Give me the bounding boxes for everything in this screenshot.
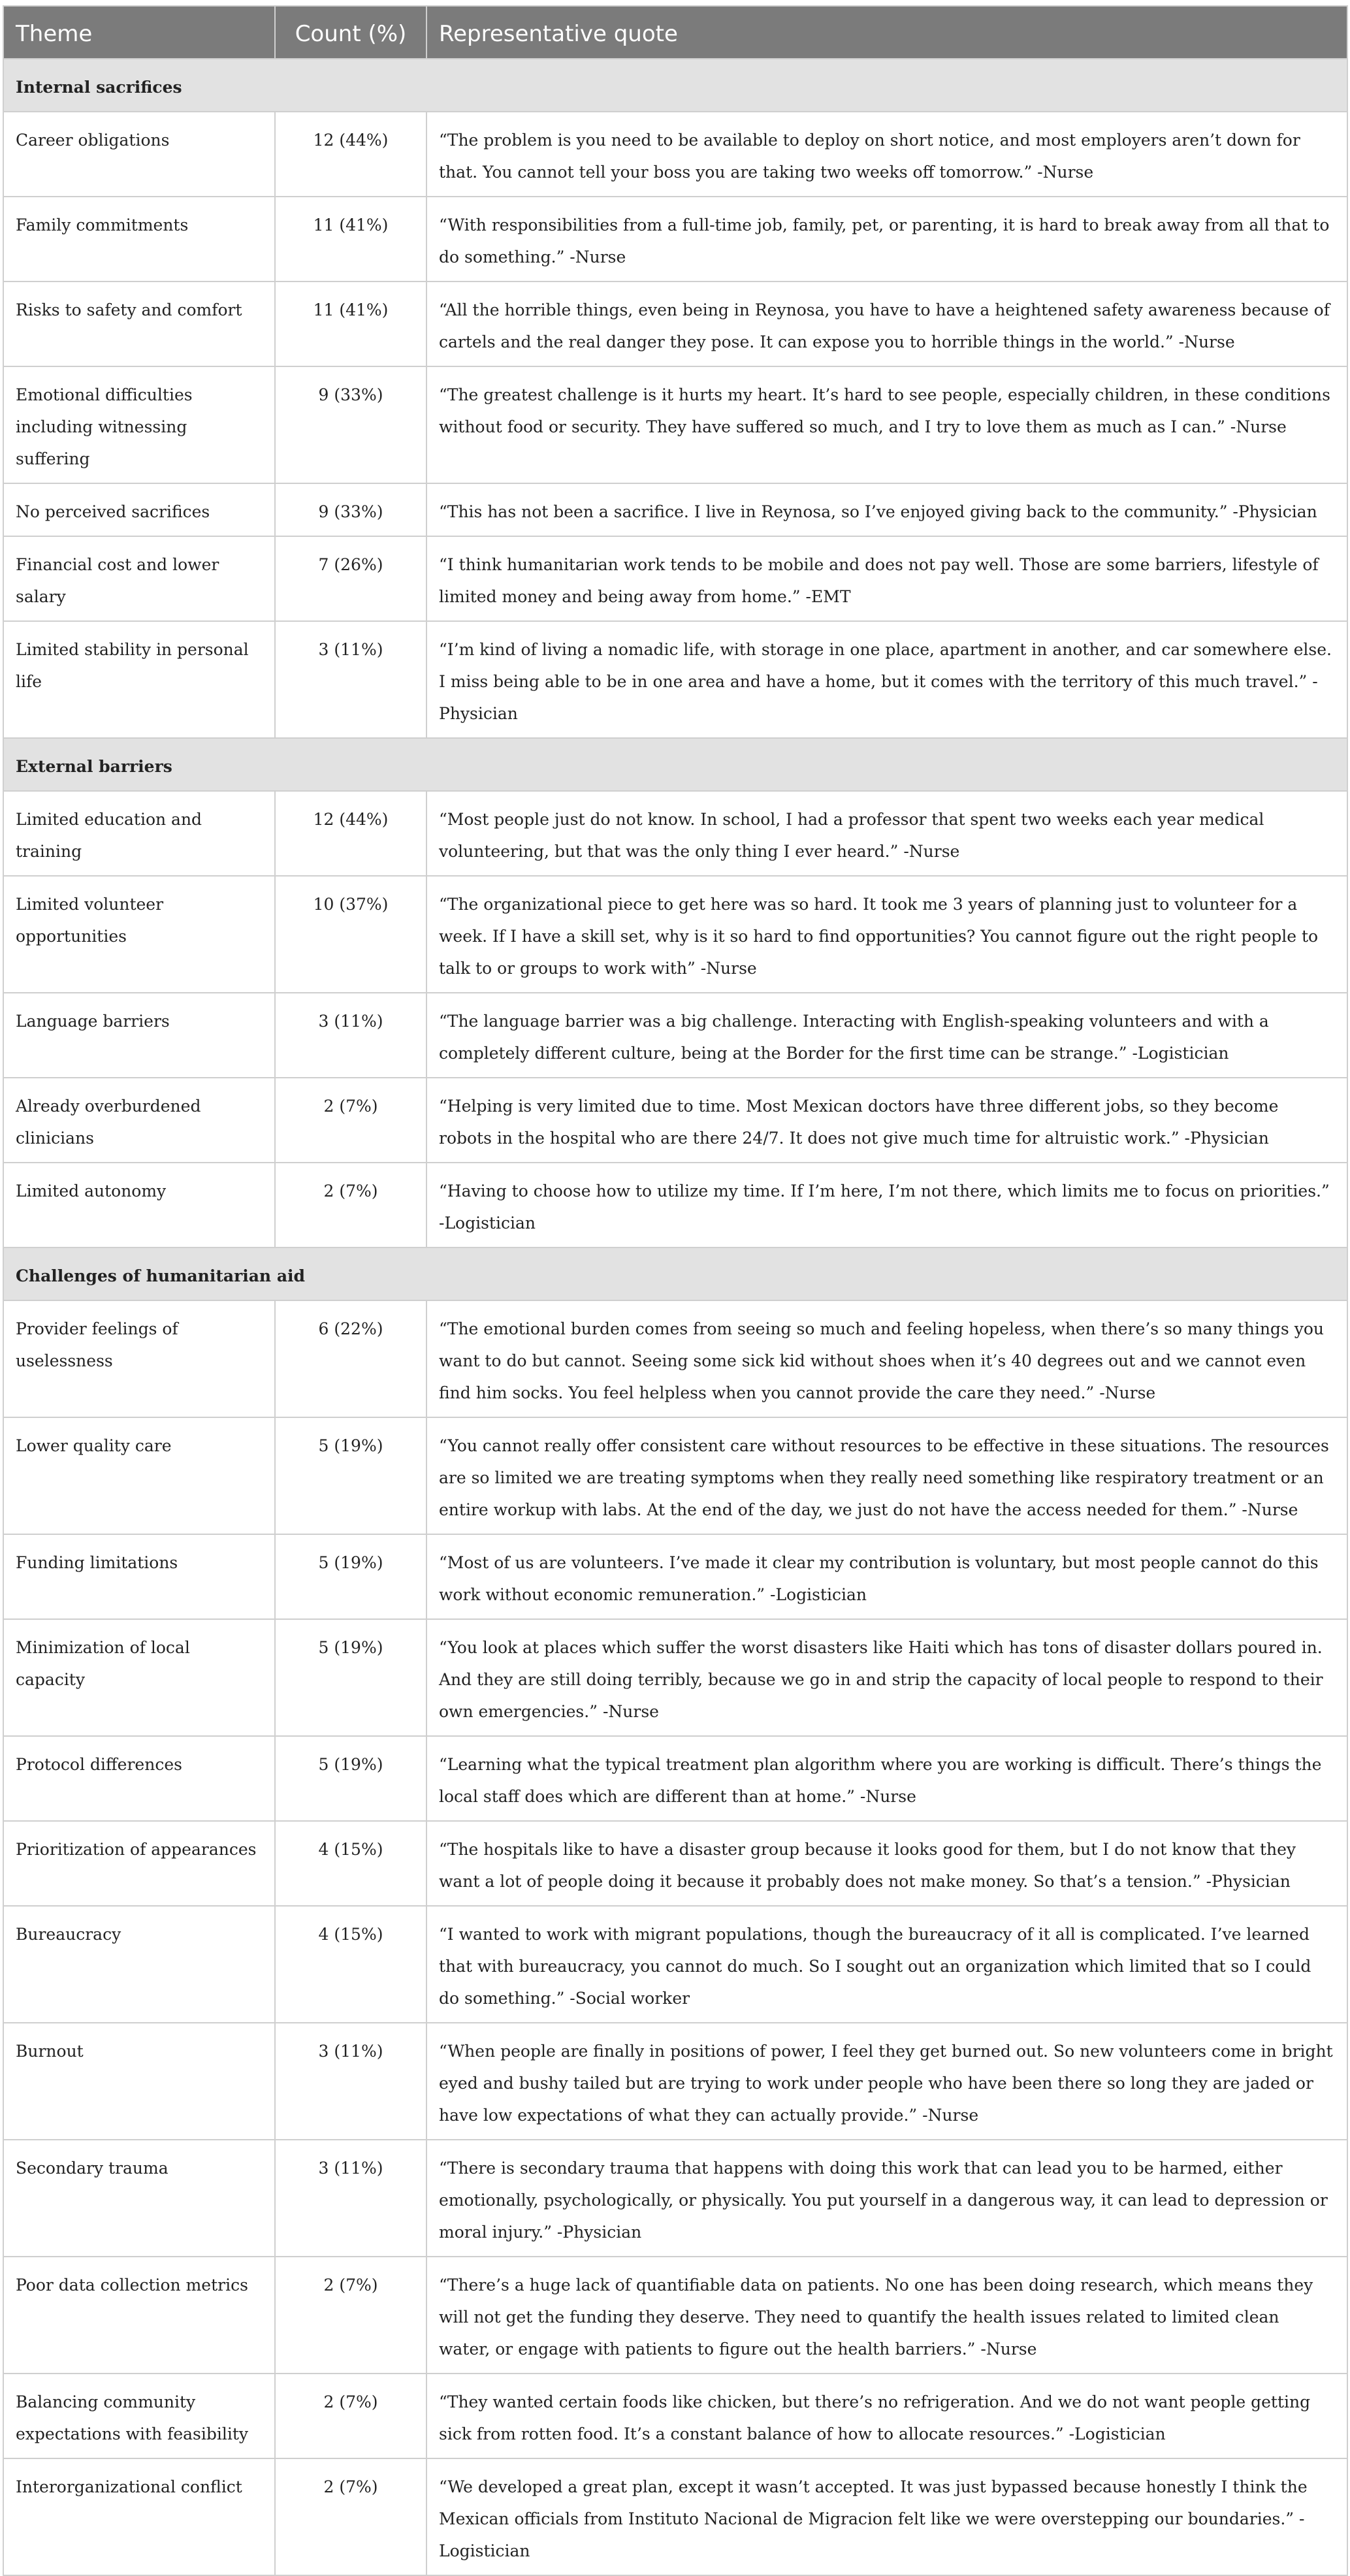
quote-cell: “You look at places which suffer the worst disasters like Haiti which has tons of disaster dollars poured in. And they are still doing terribly, because we go in and strip the capacity of local people to respond to their own emergencies.” -Nurse <box>426 1619 1347 1736</box>
table-header <box>3 6 1347 59</box>
quote-cell: “This has not been a sacrifice. I live in Reynosa, so I’ve enjoyed giving back to the community.” -Physician <box>426 483 1347 536</box>
count-cell: 10 (37%) <box>275 876 426 993</box>
header-row <box>3 6 1347 59</box>
quote-cell: “The organizational piece to get here was so hard. It took me 3 years of planning just to volunteer for a week. If I have a skill set, why is it so hard to find opportunities? You cannot figure out the right people to talk to or groups to work with” -Nurse <box>426 876 1347 993</box>
theme-cell: No perceived sacrifices <box>3 483 275 536</box>
count-cell: 2 (7%) <box>275 2458 426 2575</box>
section-row <box>3 59 1347 112</box>
theme-cell: Financial cost and lower salary <box>3 536 275 621</box>
quote-cell: “I’m kind of living a nomadic life, with storage in one place, apartment in another, and car somewhere else. I miss being able to be in one area and have a home, but it comes with the territory of this much travel.” -Physician <box>426 621 1347 738</box>
table-row <box>3 1078 1347 1163</box>
table-row <box>3 2257 1347 2374</box>
section-row <box>3 1248 1347 1300</box>
count-cell: 11 (41%) <box>275 282 426 366</box>
theme-cell: Language barriers <box>3 993 275 1078</box>
quote-cell: “All the horrible things, even being in Reynosa, you have to have a heightened safety awareness because of cartels and the real danger they pose. It can expose you to horrible things in the world.” -Nurse <box>426 282 1347 366</box>
theme-cell: Limited autonomy <box>3 1163 275 1248</box>
theme-cell: Secondary trauma <box>3 2140 275 2257</box>
quote-cell: “Most of us are volunteers. I’ve made it clear my contribution is voluntary, but most people cannot do this work without economic remuneration.” -Logistician <box>426 1534 1347 1619</box>
table-row <box>3 2140 1347 2257</box>
quote-cell: “The hospitals like to have a disaster group because it looks good for them, but I do not know that they want a lot of people doing it because it probably does not make money. So that’s a tension.” -Physician <box>426 1821 1347 1906</box>
count-cell: 3 (11%) <box>275 2023 426 2140</box>
table-row <box>3 1163 1347 1248</box>
table-row <box>3 1534 1347 1619</box>
count-cell: 2 (7%) <box>275 1078 426 1163</box>
table-row <box>3 197 1347 282</box>
count-cell: 5 (19%) <box>275 1534 426 1619</box>
header-count: Count (%) <box>275 6 426 59</box>
theme-cell: Emotional difficulties including witnessing suffering <box>3 366 275 483</box>
table-row <box>3 2458 1347 2575</box>
theme-cell: Already overburdened clinicians <box>3 1078 275 1163</box>
count-cell: 12 (44%) <box>275 112 426 197</box>
table-row <box>3 1619 1347 1736</box>
theme-cell: Family commitments <box>3 197 275 282</box>
table-row <box>3 112 1347 197</box>
table-row <box>3 2023 1347 2140</box>
quote-cell: “The greatest challenge is it hurts my heart. It’s hard to see people, especially children, in these conditions without food or security. They have suffered so much, and I try to love them as much as I can.” -Nurse <box>426 366 1347 483</box>
table-row <box>3 2374 1347 2458</box>
quote-cell: “When people are finally in positions of power, I feel they get burned out. So new volunteers come in bright eyed and bushy tailed but are trying to work under people who have been there so long they are jaded or have low expectations of what they can actually provide.” -Nurse <box>426 2023 1347 2140</box>
table-row <box>3 1417 1347 1534</box>
count-cell: 4 (15%) <box>275 1906 426 2023</box>
table-row <box>3 791 1347 876</box>
count-cell: 5 (19%) <box>275 1736 426 1821</box>
table-row <box>3 1906 1347 2023</box>
count-cell: 11 (41%) <box>275 197 426 282</box>
quote-cell: “I think humanitarian work tends to be mobile and does not pay well. Those are some barriers, lifestyle of limited money and being away from home.” -EMT <box>426 536 1347 621</box>
theme-cell: Burnout <box>3 2023 275 2140</box>
theme-cell: Limited stability in personal life <box>3 621 275 738</box>
quote-cell: “Most people just do not know. In school, I had a professor that spent two weeks each year medical volunteering, but that was the only thing I ever heard.” -Nurse <box>426 791 1347 876</box>
quote-cell: “You cannot really offer consistent care without resources to be effective in these situations. The resources are so limited we are treating symptoms when they really need something like respiratory treatment or an entire workup with labs. At the end of the day, we just do not have the access needed for them.” -Nurse <box>426 1417 1347 1534</box>
section-title: Challenges of humanitarian aid <box>3 1248 1347 1300</box>
count-cell: 12 (44%) <box>275 791 426 876</box>
table-row <box>3 536 1347 621</box>
count-cell: 3 (11%) <box>275 993 426 1078</box>
table-row <box>3 1736 1347 1821</box>
count-cell: 2 (7%) <box>275 2257 426 2374</box>
theme-cell: Interorganizational conflict <box>3 2458 275 2575</box>
count-cell: 4 (15%) <box>275 1821 426 1906</box>
theme-cell: Protocol differences <box>3 1736 275 1821</box>
count-cell: 6 (22%) <box>275 1300 426 1417</box>
section-title: Internal sacrifices <box>3 59 1347 112</box>
quote-cell: “The emotional burden comes from seeing so much and feeling hopeless, when there’s so many things you want to do but cannot. Seeing some sick kid without shoes when it’s 40 degrees out and we cannot even find him socks. You feel helpless when you cannot provide the care they need.” -Nurse <box>426 1300 1347 1417</box>
quote-cell: “We developed a great plan, except it wasn’t accepted. It was just bypassed because honestly I think the Mexican officials from Instituto Nacional de Migracion felt like we were overstepping our boundaries.” -Logistician <box>426 2458 1347 2575</box>
theme-cell: Prioritization of appearances <box>3 1821 275 1906</box>
table-row <box>3 876 1347 993</box>
theme-cell: Risks to safety and comfort <box>3 282 275 366</box>
theme-cell: Balancing community expectations with feasibility <box>3 2374 275 2458</box>
theme-cell: Funding limitations <box>3 1534 275 1619</box>
quote-cell: “The language barrier was a big challenge. Interacting with English-speaking volunteers and with a completely different culture, being at the Border for the first time can be strange.” -Logistician <box>426 993 1347 1078</box>
count-cell: 3 (11%) <box>275 621 426 738</box>
table-row <box>3 366 1347 483</box>
count-cell: 3 (11%) <box>275 2140 426 2257</box>
count-cell: 9 (33%) <box>275 483 426 536</box>
quote-cell: “They wanted certain foods like chicken, but there’s no refrigeration. And we do not want people getting sick from rotten food. It’s a constant balance of how to allocate resources.” -Logistician <box>426 2374 1347 2458</box>
count-cell: 2 (7%) <box>275 1163 426 1248</box>
quote-cell: “I wanted to work with migrant populations, though the bureaucracy of it all is complicated. I’ve learned that with bureaucracy, you cannot do much. So I sought out an organization which limited that so I could do something.” -Social worker <box>426 1906 1347 2023</box>
theme-cell: Limited volunteer opportunities <box>3 876 275 993</box>
theme-cell: Poor data collection metrics <box>3 2257 275 2374</box>
quote-cell: “The problem is you need to be available to deploy on short notice, and most employers aren’t down for that. You cannot tell your boss you are taking two weeks off tomorrow.” -Nurse <box>426 112 1347 197</box>
count-cell: 9 (33%) <box>275 366 426 483</box>
table-row <box>3 483 1347 536</box>
quote-cell: “There is secondary trauma that happens with doing this work that can lead you to be harmed, either emotionally, psychologically, or physically. You put yourself in a dangerous way, it can lead to depression or moral injury.” -Physician <box>426 2140 1347 2257</box>
quote-cell: “Learning what the typical treatment plan algorithm where you are working is difficult. There’s things the local staff does which are different than at home.” -Nurse <box>426 1736 1347 1821</box>
table-row <box>3 621 1347 738</box>
table-row <box>3 282 1347 366</box>
theme-cell: Career obligations <box>3 112 275 197</box>
theme-cell: Limited education and training <box>3 791 275 876</box>
count-cell: 2 (7%) <box>275 2374 426 2458</box>
count-cell: 5 (19%) <box>275 1619 426 1736</box>
table-row <box>3 1821 1347 1906</box>
themes-table <box>3 5 1348 2576</box>
quote-cell: “Helping is very limited due to time. Most Mexican doctors have three different jobs, so they become robots in the hospital who are there 24/7. It does not give much time for altruistic work.” -Physician <box>426 1078 1347 1163</box>
table-row <box>3 993 1347 1078</box>
header-theme: Theme <box>3 6 275 59</box>
quote-cell: “With responsibilities from a full-time job, family, pet, or parenting, it is hard to break away from all that to do something.” -Nurse <box>426 197 1347 282</box>
section-row <box>3 738 1347 791</box>
table-body <box>3 59 1347 2575</box>
quote-cell: “Having to choose how to utilize my time. If I’m here, I’m not there, which limits me to focus on priorities.” -Logistician <box>426 1163 1347 1248</box>
table-row <box>3 1300 1347 1417</box>
count-cell: 7 (26%) <box>275 536 426 621</box>
theme-cell: Bureaucracy <box>3 1906 275 2023</box>
theme-cell: Minimization of local capacity <box>3 1619 275 1736</box>
quote-cell: “There’s a huge lack of quantifiable data on patients. No one has been doing research, which means they will not get the funding they deserve. They need to quantify the health issues related to limited clean water, or engage with patients to figure out the health barriers.” -Nurse <box>426 2257 1347 2374</box>
section-title: External barriers <box>3 738 1347 791</box>
count-cell: 5 (19%) <box>275 1417 426 1534</box>
header-quote: Representative quote <box>426 6 1347 59</box>
theme-cell: Lower quality care <box>3 1417 275 1534</box>
theme-cell: Provider feelings of uselessness <box>3 1300 275 1417</box>
